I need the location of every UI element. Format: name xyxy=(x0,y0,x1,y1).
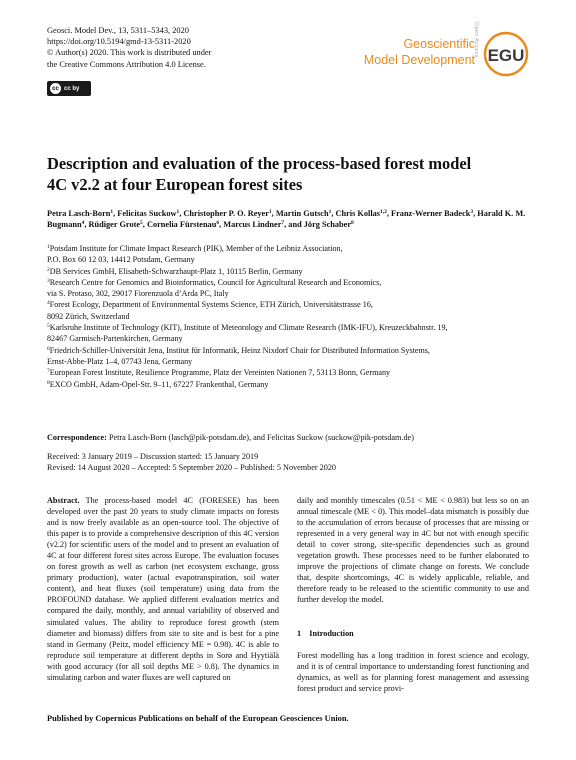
author-name: Marcus Lindner xyxy=(223,220,282,230)
author-name: Harald K. M. Bugmann xyxy=(47,209,526,230)
journal-name xyxy=(340,36,475,68)
egu-logo-text: EGU xyxy=(487,46,525,65)
abstract-label: Abstract. xyxy=(47,496,80,505)
cc-by-label: cc by xyxy=(64,85,80,92)
author-name: Jörg Schaber xyxy=(303,220,352,230)
author-name: Martin Gutsch xyxy=(275,209,329,218)
affiliation-number: 2 xyxy=(47,266,50,273)
citation-block xyxy=(47,25,211,70)
egu-logo-icon xyxy=(482,30,530,78)
affiliation-line: 8092 Zürich, Switzerland xyxy=(47,311,130,321)
intro-paragraph: Forest modelling has a long tradition in forest science and ecology, and it is of central importance to understanding forest functioning and dynamics, as well as for planning forest management and assessing forest product and service provi- xyxy=(297,651,529,694)
affiliation-line: $^8$EXCO GmbH, Adam-Opel-Str. 9–11, 67227 Frankenthal, Germany xyxy=(47,379,269,389)
affiliation-line: $^4$Forest Ecology, Department of Environmental Systems Science, ETH Zürich, Universitätstrasse 16, xyxy=(47,300,373,310)
abstract-continuation: daily and monthly timescales (0.51 < ME < 0.983) but less so on an annual timescale (ME < 0). This model–data mismatch is possibly due to the accumulation of errors because of processes that are missing or represented in a very general way in 4C but not with enough specific detail to cover strong, site-specific dependencies such as ground vegetation growth. These processes need to be further elaborated to improve the projections of climate change on forests. We conclude that, despite shortcomings, 4C is widely applicable, reliable, and therefore ready to be released to the scientific community to use and further develop the model. xyxy=(297,496,529,605)
title-line: Description and evaluation of the process-based forest model xyxy=(47,154,472,173)
author-affiliation-ref: 1 xyxy=(176,209,180,215)
author-list: Petra Lasch-Born$^1$, Felicitas Suckow$^1$, Christopher P. O. Reyer$^1$, Martin Gutsch$^1$, Chris Kollas$^{1,2}$, Franz-Werner Badeck$^3$, Harald K. M. Bugmann$^4$, Rüdiger Grote$^5$, Cornelia Fürstenau$^6$, Marcus Lindner$^7$, and Jörg Schaber$^8$ xyxy=(47,209,526,230)
author-name: Chris Kollas xyxy=(335,209,381,218)
author-name: Rüdiger Grote xyxy=(88,220,141,230)
author-affiliation-ref: 1 xyxy=(328,209,332,215)
journal-name-line1: Geoscientific xyxy=(403,37,475,51)
abstract-text: The process-based model 4C (FORESEE) has been developed over the past 20 years to study climate impacts on forests and is now freely available as an open-source tool. The objective of this paper is to provide a comprehensive description of this 4C version (v2.2) for scientific users of the model and to present an evaluation of 4C at four different forest sites across Europe. The evaluation focuses on forest growth as well as carbon (net ecosystem exchange, gross primary production), water (actual evapotranspiration, soil water content), and heat fluxes (soil temperature) using data from the PROFOUND database. We applied different evaluation metrics and compared the daily, monthly, and annual variability of observed and simulated values. The ability to reproduce forest growth (stem diameter and biomass) differs from site to site and is best for a pine stand in Germany (Peitz, model efficiency ME = 0.98). 4C is able to reproduce soil temperature at different depths in Sorø and Hyytiälä with good accuracy (for all soil depths ME > 0.8). The dynamics in simulating carbon and water fluxes are well captured on xyxy=(47,496,279,682)
license-line: the Creative Commons Attribution 4.0 License. xyxy=(47,59,206,69)
citation-line: Geosci. Model Dev., 13, 5311–5343, 2020 xyxy=(47,26,189,35)
affiliation-number: 1 xyxy=(47,244,50,250)
affiliation-line: $^2$DB Services GmbH, Elisabeth-Schwarzhaupt-Platz 1, 10115 Berlin, Germany xyxy=(47,266,303,276)
author-affiliation-ref: 1 xyxy=(268,209,272,215)
affiliation-number: 4 xyxy=(47,300,50,307)
publication-dates xyxy=(47,451,336,473)
author-affiliation-ref: 6 xyxy=(216,220,220,227)
open-access-label: Open Access xyxy=(473,22,479,58)
affiliation-number: 7 xyxy=(47,368,50,375)
dates-line: Received: 3 January 2019 – Discussion started: 15 January 2019 xyxy=(47,452,259,461)
author-name: Felicitas Suckow xyxy=(117,209,177,218)
affiliation-line: $^1$Potsdam Institute for Climate Impact Research (PIK), Member of the Leibniz Association, xyxy=(47,244,343,253)
correspondence-text: Petra Lasch-Born (lasch@pik-potsdam.de), and Felicitas Suckow (suckow@pik-potsdam.de) xyxy=(108,433,414,442)
section-heading xyxy=(297,629,354,638)
author-name: Petra Lasch-Born xyxy=(47,209,111,218)
author-affiliation-ref: 4 xyxy=(81,220,85,227)
author-affiliation-ref: 5 xyxy=(140,220,143,227)
affiliation-number: 6 xyxy=(47,345,50,352)
doi-link[interactable]: https://doi.org/10.5194/gmd-13-5311-2020 xyxy=(47,37,191,47)
author-affiliation-ref: 3 xyxy=(470,209,474,215)
dates-line: Revised: 14 August 2020 – Accepted: 5 September 2020 – Published: 5 November 2020 xyxy=(47,463,337,473)
author-affiliation-ref: 1,2 xyxy=(380,209,387,215)
affiliation-line: Ernst-Abbe-Platz 1–4, 07743 Jena, Germany xyxy=(47,356,193,366)
affiliation-line: $^3$Research Centre for Genomics and Bioinformatics, Council for Agricultural Research and Economics, xyxy=(47,277,382,287)
author-name: Cornelia Fürstenau xyxy=(146,220,217,230)
affiliation-number: 3 xyxy=(47,277,50,284)
section-title: Introduction xyxy=(309,629,354,638)
affiliation-number: 8 xyxy=(47,379,50,386)
correspondence xyxy=(47,432,414,443)
journal-name-line2: Model Development xyxy=(363,53,475,67)
affiliation-line: $^6$Friedrich-Schiller-Universität Jena, Institut für Informatik, Heinz Nixdorf Chair for Distributed Information Systems, xyxy=(47,345,430,355)
copyright-line: © Author(s) 2020. This work is distributed under xyxy=(47,48,212,58)
affiliation-list xyxy=(47,243,537,390)
abstract xyxy=(47,495,279,683)
section-number: 1 xyxy=(297,629,302,638)
affiliation-number: 5 xyxy=(47,323,50,330)
cc-circle-icon: cc xyxy=(50,83,61,94)
author-affiliation-ref: 8 xyxy=(351,220,354,227)
affiliation-line: P.O. Box 60 12 03, 14412 Potsdam, Germany xyxy=(47,255,195,265)
affiliation-line: via S. Protaso, 302, 29017 Fiorenzuola d’Arda PC, Italy xyxy=(47,289,229,299)
affiliation-line: $^7$European Forest Institute, Resilience Programme, Platz der Vereinten Nationen 7, 53113 Bonn, Germany xyxy=(47,368,391,378)
author-affiliation-ref: 7 xyxy=(281,220,285,227)
author-name: Franz-Werner Badeck xyxy=(391,209,471,218)
author-name: Christopher P. O. Reyer xyxy=(183,209,269,218)
publisher-footer: Published by Copernicus Publications on behalf of the European Geosciences Union. xyxy=(47,714,349,723)
correspondence-label: Correspondence: xyxy=(47,433,107,442)
title-line: 4C v2.2 at four European forest sites xyxy=(47,175,303,194)
cc-license-icon[interactable] xyxy=(47,81,91,96)
affiliation-line: 82467 Garmisch-Partenkirchen, Germany xyxy=(47,334,183,344)
paper-title xyxy=(47,153,517,195)
author-affiliation-ref: 1 xyxy=(110,209,114,215)
affiliation-line: $^5$Karlsruhe Institute of Technology (KIT), Institute of Meteorology and Climate Research (IMK-IFU), Kreuzeckbahnstr. 19, xyxy=(47,323,448,333)
